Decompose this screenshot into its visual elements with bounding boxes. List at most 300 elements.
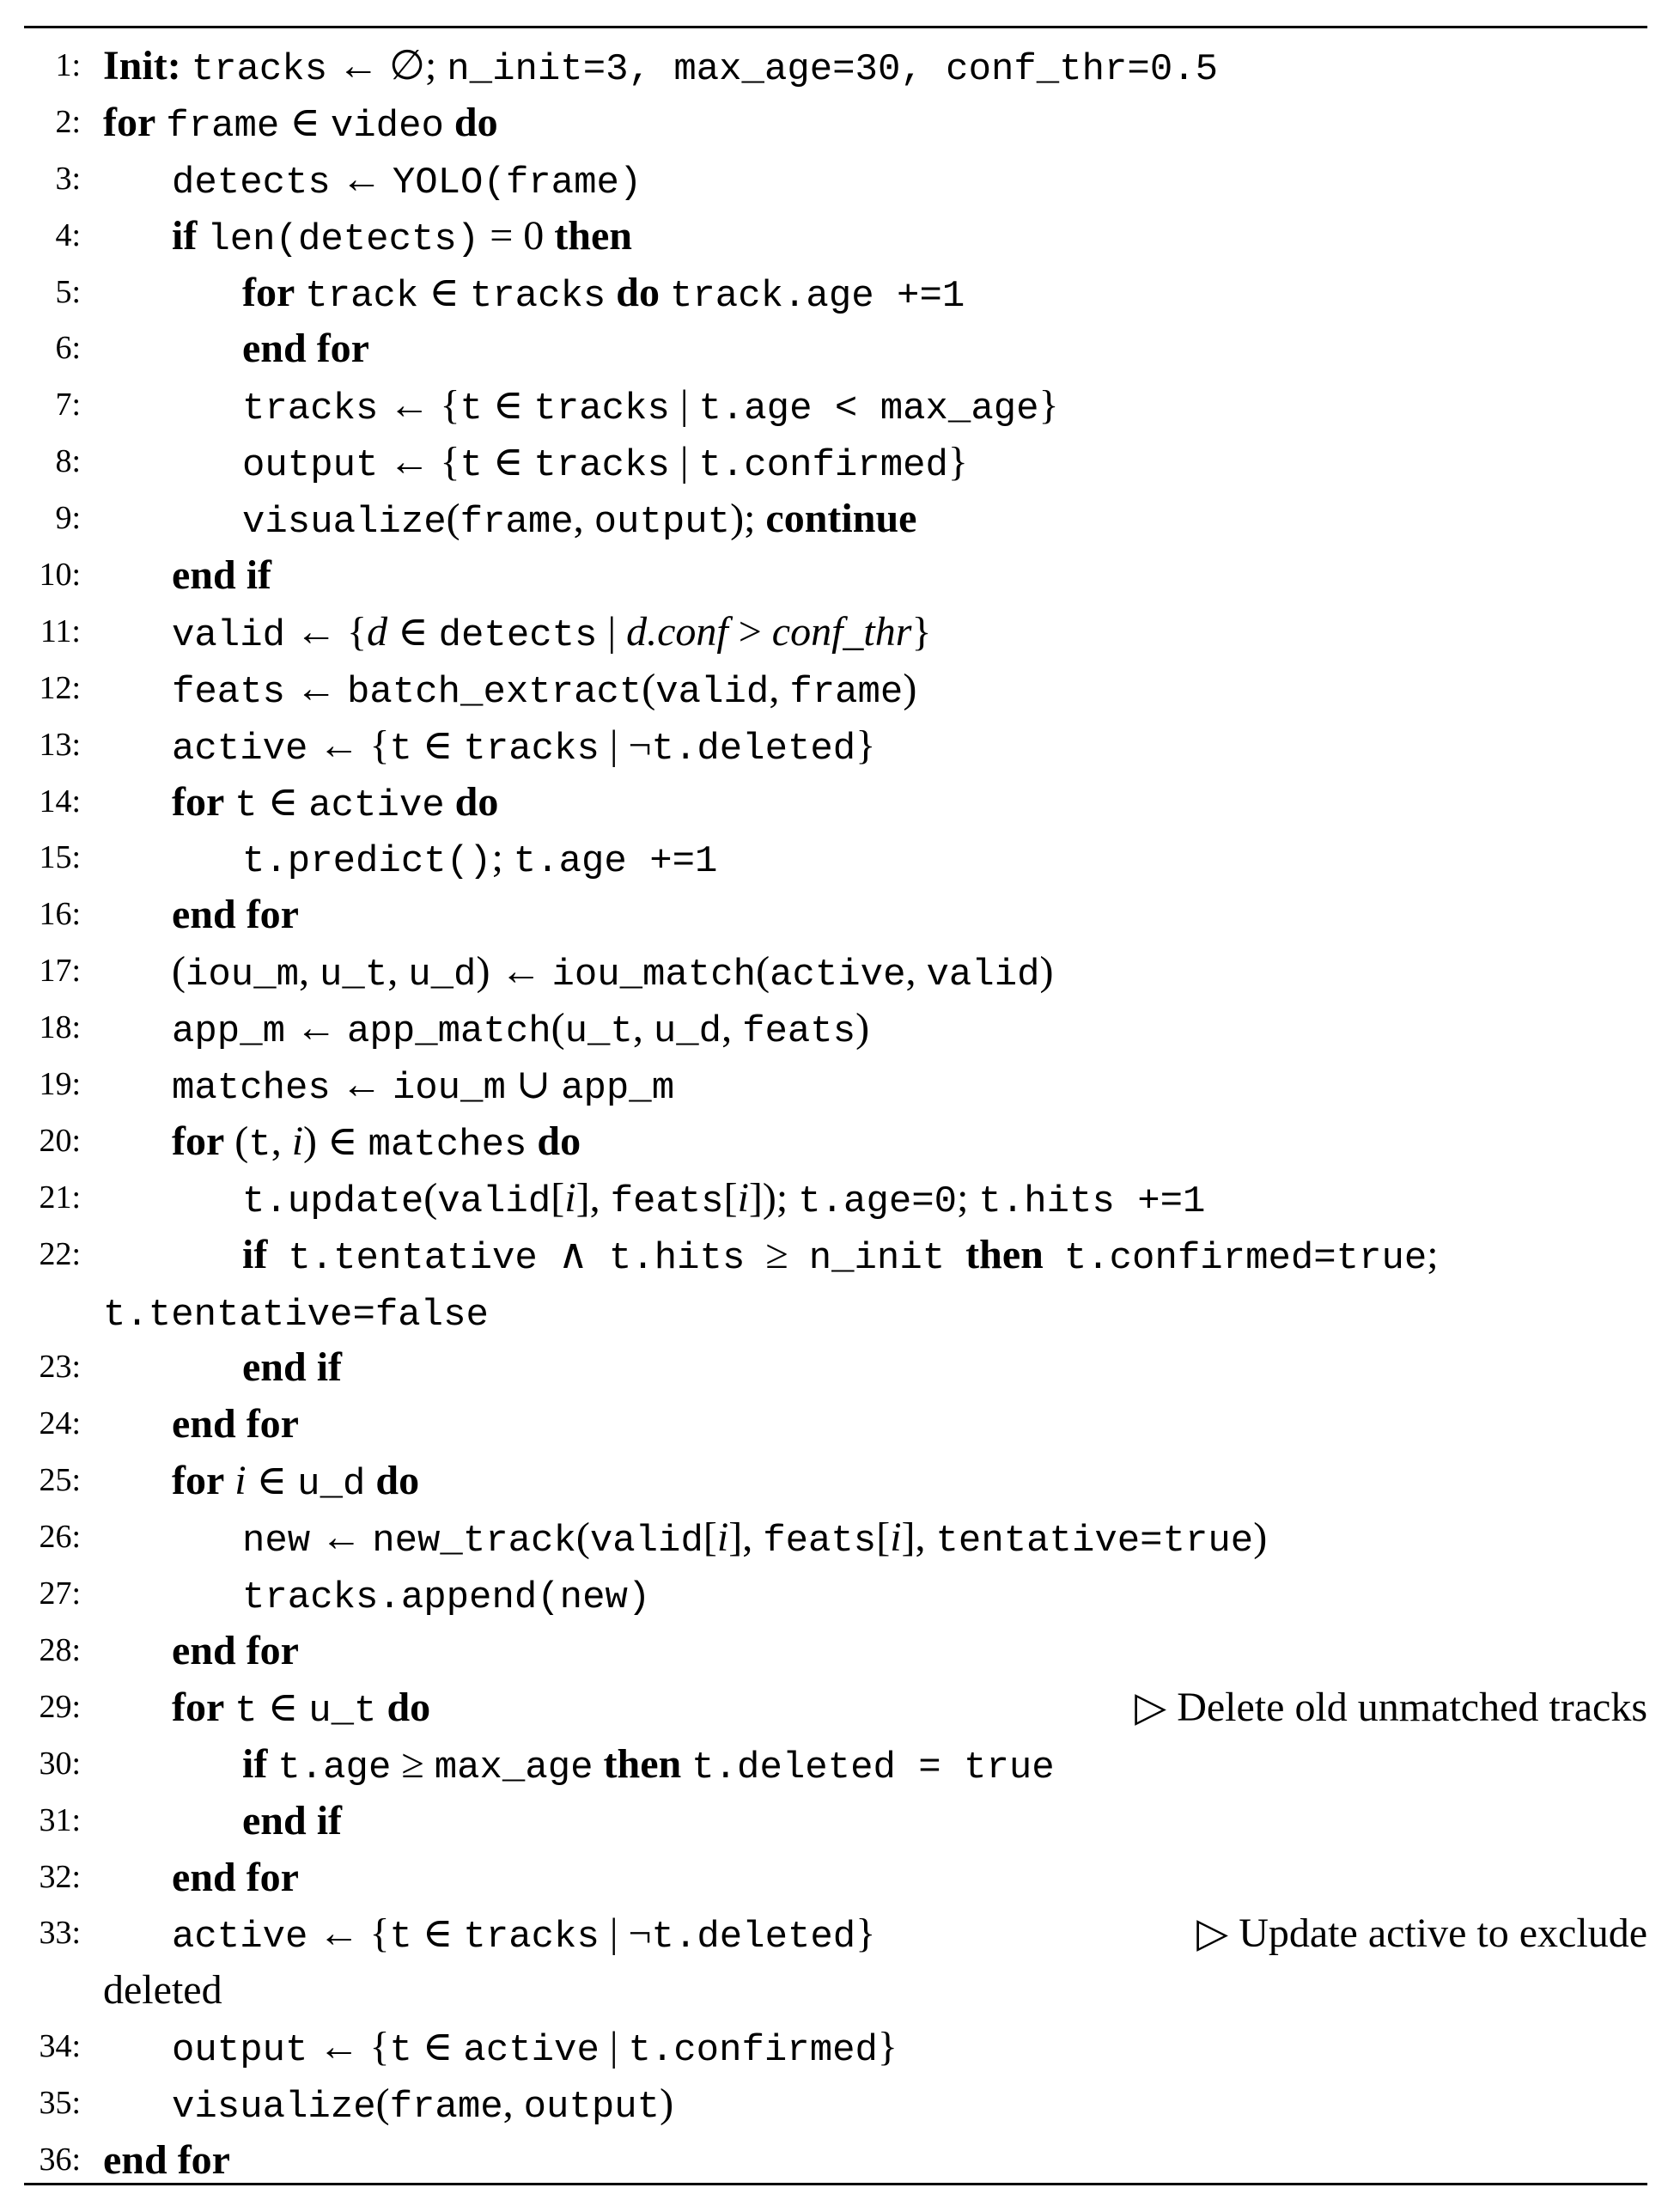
math-text [181, 43, 192, 88]
code-token: iou_m [185, 954, 300, 997]
code-token: tracks [191, 48, 328, 91]
code-token: u_t [308, 1689, 377, 1733]
line-number: 4: [55, 216, 81, 253]
math-text: ], [575, 1174, 611, 1221]
keyword: if [172, 212, 198, 259]
math-text [1044, 1232, 1064, 1277]
math-text: | ¬ [599, 722, 652, 768]
math-text: ∈ [411, 2024, 464, 2070]
line-number: 24: [39, 1405, 81, 1442]
line-code [242, 830, 1647, 891]
code-token: t [389, 1916, 412, 1959]
line-code [172, 1453, 1647, 1514]
line-number: 5: [55, 273, 81, 310]
math-text: ← [310, 1514, 373, 1561]
line-number: 28: [39, 1631, 81, 1668]
algorithm-line [0, 547, 1674, 604]
code-token: detects [172, 161, 331, 204]
code-token: active [463, 2029, 600, 2073]
code-token: t.age [277, 1746, 392, 1789]
math-text: | [669, 439, 699, 485]
math-text: [ [551, 1174, 565, 1221]
code-token: output [594, 501, 731, 545]
code-token: t [234, 783, 258, 827]
line-number: 31: [39, 1801, 81, 1838]
line-code [242, 434, 1647, 495]
math-text: ( [642, 665, 656, 711]
math-text: ( [551, 1005, 565, 1051]
math-text: } [1038, 382, 1059, 429]
keyword: end for [172, 1627, 299, 1673]
math-text: d [367, 608, 388, 655]
line-number: 7: [55, 387, 81, 424]
math-text: ( [172, 948, 186, 995]
code-token: iou_m [392, 1067, 506, 1111]
math-text: = 0 [479, 212, 555, 259]
code-token: t.confirmed [628, 2029, 878, 2073]
math-text: ∈ [411, 722, 464, 768]
algorithm-line [0, 2132, 1674, 2189]
keyword: do [616, 269, 660, 315]
line-number: 17: [39, 953, 81, 990]
line-number: 19: [39, 1066, 81, 1103]
math-text: deleted [103, 1967, 222, 2014]
code-token: u_d [297, 1463, 366, 1507]
line-number: 11: [40, 612, 81, 649]
math-text: } [855, 1910, 876, 1957]
code-token: t.age=0 [798, 1179, 958, 1223]
math-text: [ [876, 1514, 891, 1561]
code-token: u_t [564, 1010, 633, 1054]
code-token: len(detects) [207, 217, 480, 261]
line-code [242, 491, 1647, 551]
code-token: feats [742, 1010, 856, 1054]
code-token: track [305, 274, 419, 318]
keyword: then [554, 212, 632, 259]
math-text: ) [903, 665, 917, 711]
code-token: tracks [463, 727, 600, 771]
line-code [172, 151, 1647, 212]
code-token: t.confirmed=true [1063, 1236, 1427, 1280]
code-token: t.deleted = true [691, 1746, 1055, 1789]
algorithm-line [0, 1905, 1674, 1962]
code-token: app_match [347, 1010, 551, 1054]
algorithm-line [0, 1113, 1674, 1170]
line-number: 34: [39, 2028, 81, 2065]
code-token: iou_match [551, 954, 757, 997]
algorithm-line [0, 2075, 1674, 2132]
math-text: ∈ [257, 1684, 309, 1730]
code-token: t [460, 444, 483, 488]
keyword: then [603, 1740, 682, 1787]
math-text: ) [1039, 948, 1054, 995]
algorithm-line [0, 265, 1674, 321]
line-code [172, 1623, 1647, 1679]
line-comment: ▷ Delete old unmatched tracks [1135, 1684, 1647, 1730]
line-code [242, 1509, 1647, 1570]
code-token: tracks [463, 1916, 600, 1959]
line-code [172, 943, 1647, 1004]
algorithm-line [0, 1566, 1674, 1623]
keyword: Init: [103, 43, 181, 88]
math-text: | [599, 2024, 629, 2070]
line-number: 33: [39, 1915, 81, 1952]
algorithm-line [0, 774, 1674, 831]
algorithm-line [0, 943, 1674, 1000]
math-text [295, 270, 305, 315]
line-number: 13: [39, 726, 81, 763]
line-number: 30: [39, 1745, 81, 1782]
math-text: ; [491, 835, 514, 881]
keyword: for [172, 1684, 225, 1730]
math-text: ) [660, 2081, 674, 2127]
line-code [172, 1113, 1647, 1174]
algorithm-line [0, 1736, 1674, 1793]
line-code [172, 2075, 1647, 2136]
math-text: ← [330, 1062, 393, 1108]
keyword: then [965, 1231, 1044, 1277]
line-code [242, 320, 1647, 377]
math-text [594, 1741, 604, 1787]
math-text [945, 1232, 965, 1277]
line-code [103, 1962, 1647, 2019]
algorithm-line [0, 1396, 1674, 1453]
math-text: | ¬ [599, 1910, 652, 1957]
code-token: frame [460, 501, 574, 545]
keyword: do [454, 99, 498, 145]
math-text: ], [901, 1514, 936, 1561]
algorithm-line [0, 1849, 1674, 1906]
line-number: 29: [39, 1688, 81, 1725]
code-token: t.tentative=false [103, 1293, 489, 1337]
algorithm-line [0, 1000, 1674, 1057]
math-text: i [291, 1118, 304, 1164]
math-text: ← { [378, 439, 460, 485]
line-number: 9: [55, 500, 81, 537]
line-code [172, 604, 1647, 665]
math-text: ∈ [257, 778, 309, 825]
keyword: do [537, 1118, 581, 1164]
math-text: ) [855, 1005, 870, 1051]
code-token: active [172, 727, 308, 771]
algorithm-line [0, 604, 1674, 661]
line-code [172, 2019, 1647, 2080]
line-number: 3: [55, 160, 81, 197]
code-token: tracks [469, 274, 606, 318]
line-code [242, 377, 1647, 438]
line-code [242, 1170, 1647, 1231]
math-text: conf_thr [771, 608, 912, 655]
math-text: i [737, 1174, 749, 1221]
math-text: ) ← [476, 948, 552, 995]
math-text [155, 100, 166, 145]
line-code [172, 887, 1647, 943]
code-token: matches [172, 1067, 331, 1111]
code-token: output [523, 2086, 660, 2130]
math-text: i [564, 1174, 576, 1221]
code-token: valid [437, 1179, 551, 1223]
algorithm-line [0, 1509, 1674, 1566]
line-number: 10: [39, 557, 81, 594]
math-text [527, 1118, 537, 1164]
line-number: 1: [55, 47, 81, 83]
line-number: 23: [39, 1349, 81, 1386]
math-text: ) ∈ [303, 1118, 368, 1164]
code-token: new_track [372, 1520, 576, 1563]
line-code [172, 1396, 1647, 1453]
math-text: i [890, 1514, 902, 1561]
keyword: end if [242, 1797, 343, 1843]
algorithm-line [0, 1227, 1674, 1283]
code-token: t [389, 727, 412, 771]
algorithm-line [0, 434, 1674, 491]
algorithm-line [0, 717, 1674, 774]
code-token: t [389, 2029, 412, 2073]
code-token: YOLO(frame) [392, 161, 642, 204]
code-token: t [234, 1689, 258, 1733]
code-token: track.age +=1 [670, 274, 965, 318]
math-text: , [769, 665, 790, 711]
algorithm-line [0, 1453, 1674, 1509]
keyword: do [387, 1684, 431, 1730]
code-token: tracks [533, 387, 670, 431]
code-token: n_init [808, 1236, 946, 1280]
code-token: output [242, 444, 379, 488]
line-code [242, 1736, 1647, 1797]
math-text: ∈ [411, 1910, 464, 1957]
line-code [242, 1566, 1647, 1627]
math-text: | [597, 608, 627, 655]
math-text: } [947, 439, 968, 485]
code-token: tentative=true [935, 1520, 1254, 1563]
code-token: t.age < max_age [698, 387, 1039, 431]
code-token: app_m [172, 1010, 286, 1054]
keyword: do [375, 1458, 420, 1504]
math-text: ← [330, 155, 393, 202]
code-token: u_d [408, 954, 477, 997]
code-token: u_t [320, 954, 388, 997]
algorithm-line [0, 491, 1674, 547]
algorithm-line [0, 887, 1674, 943]
math-text: ( [224, 1118, 249, 1164]
keyword: continue [765, 496, 917, 542]
code-token: t.deleted [651, 727, 856, 771]
code-token: feats [763, 1520, 877, 1563]
line-number: 6: [55, 330, 81, 367]
math-text: ← [285, 665, 348, 711]
math-text: , [299, 948, 320, 995]
keyword: do [454, 778, 499, 825]
math-text [197, 213, 207, 259]
math-text: , [502, 2081, 524, 2127]
code-token: valid [655, 670, 770, 714]
math-text: ← { [307, 2024, 390, 2070]
keyword: for [172, 778, 225, 825]
line-number: 22: [39, 1235, 81, 1272]
keyword: if [242, 1740, 268, 1787]
code-token: new [242, 1520, 311, 1563]
line-number: 12: [39, 669, 81, 706]
line-number: 16: [39, 896, 81, 933]
line-number: 8: [55, 443, 81, 480]
line-code [172, 661, 1647, 722]
keyword: end for [172, 892, 299, 938]
algorithm-line [0, 1962, 1674, 2019]
code-token: tracks [533, 444, 670, 488]
code-token: feats [610, 1179, 724, 1223]
line-number: 27: [39, 1575, 81, 1612]
code-token: t.confirmed [698, 444, 948, 488]
line-code [172, 1679, 1647, 1740]
keyword: end if [172, 552, 272, 599]
code-token: max_age [434, 1746, 594, 1789]
algorithm-line [0, 208, 1674, 265]
code-token: t.age +=1 [513, 840, 718, 884]
algorithm-line [0, 2019, 1674, 2075]
keyword: for [103, 99, 156, 145]
math-text: , [721, 1005, 743, 1051]
math-text [445, 779, 455, 825]
algorithm-line [0, 151, 1674, 208]
algorithm-line [0, 661, 1674, 717]
line-code [242, 1227, 1647, 1288]
math-text: ∈ [418, 269, 470, 315]
math-text: ( [375, 2081, 390, 2127]
code-token: valid [926, 954, 1040, 997]
algorithm-line [0, 1623, 1674, 1679]
algorithm-line [0, 377, 1674, 434]
code-token: tracks.append(new) [242, 1576, 651, 1620]
algorithm-block [0, 38, 1674, 2189]
algorithm-line [0, 38, 1674, 94]
code-token: t.predict() [242, 840, 492, 884]
code-token: t.hits +=1 [978, 1179, 1206, 1223]
math-text: , [387, 948, 409, 995]
math-text: } [877, 2024, 898, 2070]
math-text: ← ∅; [327, 43, 447, 88]
math-text: ); [730, 496, 766, 542]
math-text: ∪ [505, 1062, 562, 1108]
keyword: for [242, 269, 295, 315]
math-text [376, 1685, 387, 1730]
code-token: t.update [242, 1179, 424, 1223]
line-code [242, 265, 1647, 326]
math-text: ∈ [387, 608, 439, 655]
algorithm-line [0, 1283, 1674, 1340]
math-text: , [632, 1005, 654, 1051]
math-text: [ [723, 1174, 738, 1221]
line-code [103, 38, 1647, 99]
math-text: ∧ [537, 1231, 609, 1277]
code-token: frame [389, 2086, 503, 2130]
algorithm-line [0, 1170, 1674, 1227]
code-token: t.deleted [651, 1916, 856, 1959]
math-text: ← { [378, 382, 460, 429]
algorithm-line [0, 94, 1674, 151]
code-token: frame [789, 670, 904, 714]
math-text: , [573, 496, 594, 542]
math-text: ( [423, 1174, 438, 1221]
math-text [267, 1741, 277, 1787]
math-text [444, 100, 454, 145]
math-text: ∈ [246, 1458, 298, 1504]
math-text: [ [703, 1514, 717, 1561]
line-code [103, 1283, 1647, 1344]
math-text: ( [756, 948, 770, 995]
line-code [103, 94, 1647, 155]
code-token: valid [589, 1520, 703, 1563]
math-text: } [855, 722, 876, 768]
math-text: ← { [307, 722, 390, 768]
math-text: ( [446, 496, 460, 542]
line-code [172, 1057, 1647, 1118]
line-code [103, 2132, 1647, 2189]
code-token: visualize [242, 501, 447, 545]
math-text [224, 1685, 234, 1730]
code-token: t.hits [608, 1236, 746, 1280]
code-token: output [172, 2029, 308, 2073]
code-token: valid [172, 613, 286, 657]
math-text [224, 1458, 234, 1503]
line-number: 2: [55, 103, 81, 140]
math-text: ], [728, 1514, 764, 1561]
line-code [172, 1849, 1647, 1906]
code-token: t [248, 1123, 271, 1167]
algorithm-line [0, 320, 1674, 377]
math-text [365, 1458, 375, 1503]
math-text [681, 1741, 691, 1787]
math-text: , [271, 1118, 292, 1164]
math-text: i [234, 1458, 247, 1504]
line-number: 20: [39, 1122, 81, 1159]
code-token: active [308, 783, 445, 827]
algorithm-line [0, 1057, 1674, 1113]
bottom-rule [24, 2183, 1647, 2185]
code-token: frame [166, 104, 280, 148]
line-number: 18: [39, 1009, 81, 1046]
line-number: 26: [39, 1519, 81, 1556]
keyword: end for [103, 2136, 230, 2183]
top-rule [24, 26, 1647, 28]
math-text [606, 270, 616, 315]
line-code [172, 774, 1647, 835]
math-text: ∈ [482, 382, 534, 429]
math-text [660, 270, 670, 315]
line-code [172, 547, 1647, 604]
code-token: detects [438, 613, 598, 657]
math-text: d.conf [626, 608, 728, 655]
keyword: for [172, 1118, 225, 1164]
keyword: for [172, 1458, 225, 1504]
line-number: 35: [39, 2085, 81, 2122]
line-number: 32: [39, 1858, 81, 1895]
math-text: ≥ [745, 1231, 809, 1277]
code-token: feats [172, 670, 286, 714]
keyword: if [242, 1231, 268, 1277]
line-code [242, 1339, 1647, 1396]
math-text [224, 779, 234, 825]
line-number: 36: [39, 2141, 81, 2178]
math-text: ∈ [279, 99, 331, 145]
code-token: video [330, 104, 444, 148]
line-code [172, 1000, 1647, 1061]
math-text: ) [1253, 1514, 1268, 1561]
line-code [242, 1793, 1647, 1849]
code-token: tracks [242, 387, 379, 431]
math-text: i [716, 1514, 729, 1561]
line-number: 14: [39, 783, 81, 820]
keyword: end for [172, 1854, 299, 1900]
